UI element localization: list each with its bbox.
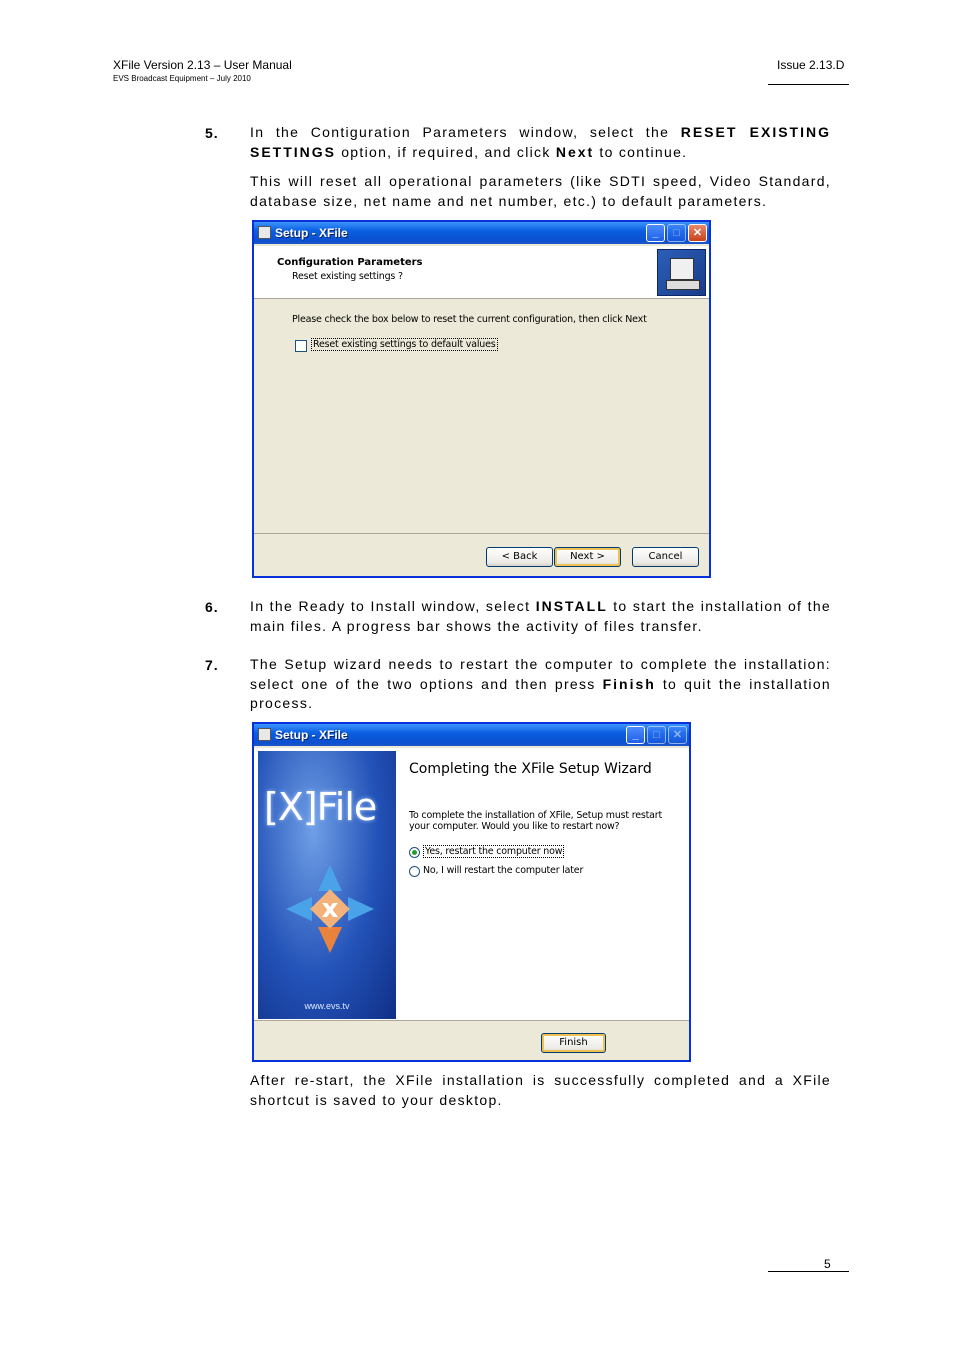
dialog-titlebar[interactable]: [254, 724, 689, 746]
button-separator: [254, 533, 709, 534]
finish-button[interactable]: Finish: [541, 1033, 606, 1053]
header-rule: [768, 84, 849, 85]
closing-paragraph: After re-start, the XFile installation is successfully completed and a XFile shortcut is saved to your desktop.: [250, 1072, 831, 1108]
step-5-text: In the Contiguration Parameters window, select the RESET EXISTING SETTINGS option, if required, and click Next to continue.: [250, 124, 831, 160]
config-parameters-dialog: [252, 220, 711, 578]
wizard-heading: Completing the XFile Setup Wizard: [409, 761, 652, 777]
page-heading: Configuration Parameters: [277, 257, 423, 268]
step-5-number: 5.: [205, 125, 219, 141]
document-subtitle: EVS Broadcast Equipment – July 2010: [113, 74, 251, 83]
restart-now-radio[interactable]: [409, 847, 420, 858]
wizard-content-panel: [254, 748, 689, 1020]
cancel-button[interactable]: Cancel: [632, 547, 699, 567]
svg-text:x: x: [321, 894, 339, 924]
dialog-title: Setup - XFile: [275, 728, 348, 742]
minimize-button[interactable]: _: [646, 224, 665, 242]
dialog-title: Setup - XFile: [275, 226, 348, 240]
setup-app-icon: [258, 728, 271, 741]
step-7-number: 7.: [205, 657, 219, 673]
document-title: XFile Version 2.13 – User Manual: [113, 58, 292, 72]
page-subheading: Reset existing settings ?: [292, 271, 403, 282]
setup-app-icon: [258, 226, 271, 239]
xfile-logo: [X]File: [264, 785, 377, 829]
restart-now-label[interactable]: Yes, restart the computer now: [425, 846, 563, 857]
minimize-button[interactable]: _: [626, 726, 645, 744]
back-button[interactable]: < Back: [486, 547, 553, 567]
reset-settings-checkbox[interactable]: [295, 340, 307, 352]
step-6-text: In the Ready to Install window, select INSTALL to start the installation of the main files. A progress bar shows the activity of files transfer.: [250, 598, 831, 634]
step-7-text: The Setup wizard needs to restart the computer to complete the installation: select one of the two options and then press Finish to quit the installation process.: [250, 656, 831, 711]
completing-setup-dialog: [252, 722, 691, 1062]
wizard-description: To complete the installation of XFile, Setup must restart your computer. Would you like to restart now?: [409, 810, 663, 832]
dialog-header-panel: [254, 246, 709, 299]
page-number: 5: [824, 1257, 831, 1271]
reset-settings-label[interactable]: Reset existing settings to default values: [313, 339, 496, 350]
maximize-button: □: [647, 726, 666, 744]
maximize-button: □: [667, 224, 686, 242]
close-button[interactable]: ✕: [688, 224, 707, 242]
button-separator: [254, 1020, 689, 1021]
restart-later-radio[interactable]: [409, 866, 420, 877]
dialog-titlebar[interactable]: [254, 222, 709, 244]
step-6-number: 6.: [205, 599, 219, 615]
close-button: ✕: [668, 726, 687, 744]
evs-website: www.evs.tv: [304, 1001, 350, 1011]
footer-rule: [768, 1271, 849, 1272]
xfile-arrows-icon: [282, 861, 378, 957]
issue-label: Issue 2.13.D: [777, 58, 845, 72]
xfile-banner-image: [258, 751, 396, 1019]
step-5-note: This will reset all operational parameters (like SDTI speed, Video Standard, database size, net name and net number, etc.) to default parameters.: [250, 173, 831, 209]
instruction-text: Please check the box below to reset the current configuration, then click Next: [292, 314, 647, 325]
computer-setup-icon: [657, 249, 706, 296]
next-button[interactable]: Next >: [554, 547, 621, 567]
restart-later-label[interactable]: No, I will restart the computer later: [423, 865, 584, 876]
